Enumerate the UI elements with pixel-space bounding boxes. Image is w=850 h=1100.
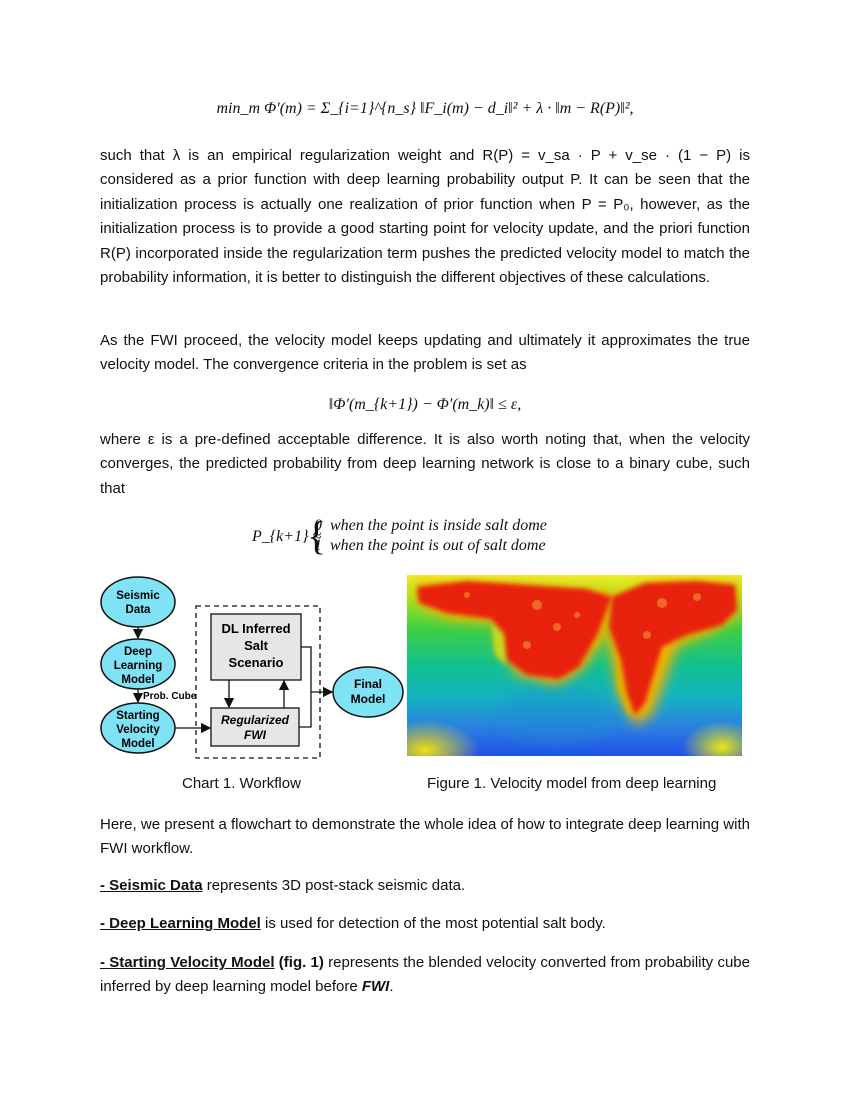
velocity-model-image (407, 575, 742, 756)
dl-line3: Scenario (228, 655, 284, 670)
dl-line2: Salt (244, 638, 268, 653)
bullet-text: represents the blended velocity converted from probability cube inferred by deep learning model before (100, 954, 750, 996)
regularized-fwi-box (211, 708, 299, 746)
bullet-seismic-data (100, 874, 750, 898)
bullet-text: is used for detection of the most potential salt body. (260, 915, 606, 932)
bullet-fig-ref: (fig. 1) (274, 954, 324, 971)
deep-line3: Model (121, 674, 155, 686)
starting-line2: Velocity (116, 724, 160, 736)
starting-line3: Model (121, 738, 155, 750)
bullet-term: - Seismic Data (100, 877, 203, 894)
paragraph-prior-function: such that λ is an empirical regularization weight and R(P) = v_sa · P + v_se · (1 − P) is considered as a prior function with deep learning probability output P. It can be seen that the initialization process is actually one realization of prior function when P = P₀, however, as the initialization process is to provide a good starting point for velocity update, and the priori function R(P) incorporated inside the regularization term pushes the predicted velocity model to match the probability information, it is better to distinguish the different objectives of these calculations. (100, 147, 750, 287)
probability-lhs: P_{k+1} ≈ (252, 528, 322, 545)
final-line2: Model (350, 692, 386, 706)
deep-learning-node (101, 639, 175, 689)
left-brace: { (307, 513, 327, 558)
seismic-line2: Data (125, 604, 151, 616)
starting-velocity-node (101, 703, 175, 753)
paragraph-fwi-proceed: As the FWI proceed, the velocity model keeps updating and ultimately it approximates the true velocity model. The convergence criteria in the problem is set as (100, 332, 750, 374)
bullet-term: - Starting Velocity Model (100, 954, 275, 971)
seismic-line1: Seismic (116, 590, 160, 602)
final-line1: Final (353, 677, 383, 691)
paragraph-binary-cube: where ε is a pre-defined acceptable difference. It is also worth noting that, when the velocity converges, the predicted probability from deep learning network is close to a binary cube, such that (100, 431, 750, 497)
workflow-flowchart (94, 575, 404, 765)
objective-equation: min_m Φ′(m) = Σ_{i=1}^{n_s} ‖F_i(m) − d_i‖² + λ · ‖m − R(P)‖², (216, 100, 634, 117)
bullet-deep-learning (100, 912, 750, 936)
reg-line2: FWI (244, 728, 266, 742)
bullet-starting-velocity (100, 951, 750, 1000)
convergence-equation: ‖Φ′(m_{k+1}) − Φ′(m_k)‖ ≤ ε, (328, 396, 522, 413)
dl-line1: DL Inferred (221, 621, 291, 636)
deep-line2: Learning (113, 660, 163, 672)
prob-cube-label: Prob. Cube (143, 691, 197, 702)
figure-caption: Figure 1. Velocity model from deep learning (427, 775, 717, 792)
bullet-text: represents 3D post-stack seismic data. (202, 877, 466, 894)
bullet-end: . (389, 978, 394, 996)
case-outside: 1 when the point is out of salt dome (314, 537, 546, 554)
paragraph-flowchart-intro: Here, we present a flowchart to demonstrate the whole idea of how to integrate deep learning with FWI workflow. (100, 816, 750, 858)
dl-salt-scenario-box (211, 614, 301, 680)
starting-line1: Starting (116, 710, 160, 722)
deep-line1: Deep (123, 646, 153, 658)
bullet-term: - Deep Learning Model (100, 915, 261, 932)
bullet-emph: FWI (361, 978, 390, 996)
case-inside: 0 when the point is inside salt dome (314, 517, 547, 534)
seismic-data-node (101, 577, 175, 627)
reg-line1: Regularized (220, 713, 290, 727)
final-model-node (333, 667, 403, 717)
chart-caption: Chart 1. Workflow (182, 775, 301, 792)
